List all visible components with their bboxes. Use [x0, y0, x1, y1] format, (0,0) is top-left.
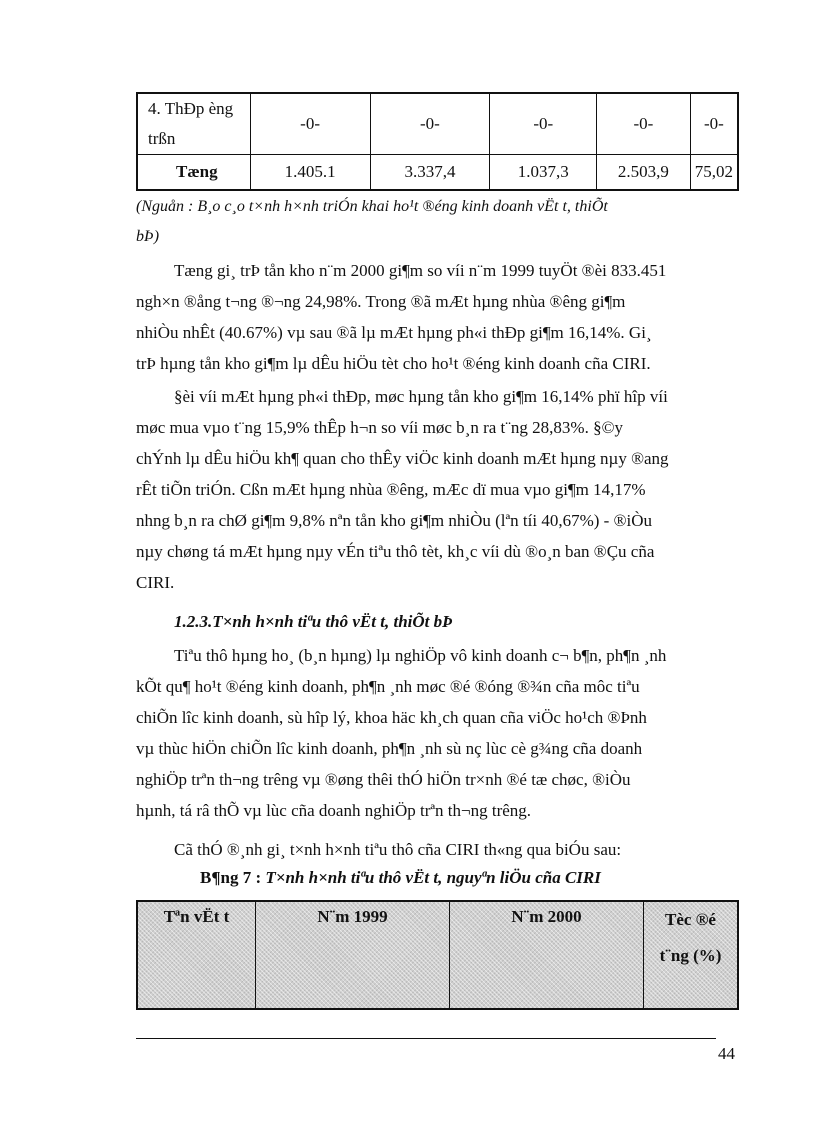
table-cell: -0-: [490, 93, 597, 155]
section-heading: 1.2.3.T×nh h×nh tiªu thô vËt t, thiÕt bÞ: [174, 612, 453, 631]
paragraph-2: §èi víi mÆt hµng ph«i thÐp, møc hµng tån kho gi¶m 16,14% phï hîp víi møc mua vµo t¨ng 15,9% thÊp h¬n so víi møc b¸n ra t¨ng 28,83%. §©y chÝnh lµ dÊu hiÖu kh¶ quan cho thÊy viÖc kinh doanh mÆt hµng nµy ®ang rÊt tiÕn triÓn. Cßn mÆt hµng nhùa ®êng, mÆc dï mua vµo gi¶m 14,17% nhng b¸n ra chØ gi¶m 9,8% nªn tån kho gi¶m nhiÒu (lªn tíi 40,67%) - ®iÒu nµy chøng tá mÆt hµng nµy vÉn tiªu thô tèt, kh¸c víi dù ®o¸n ban ®Çu cña CIRI.: [136, 387, 669, 592]
paragraph-3: Tiªu thô hµng ho¸ (b¸n hµng) lµ nghiÖp vô kinh doanh c¬ b¶n, ph¶n ¸nh kÕt qu¶ ho¹t ®éng kinh doanh, ph¶n ¸nh møc ®é ®óng ®¾n cña môc tiªu chiÕn lîc kinh doanh, sù hîp lý, khoa häc kh¸ch quan cña viÖc ho¹ch ®Þnh vµ thùc hiÖn chiÕn lîc kinh doanh, ph¶n ¸nh sù nç lùc cè g¾ng cña doanh nghiÖp trªn th¬ng trêng vµ ®øng thêi thÓ hiÖn tr×nh ®é tæ chøc, ®iÒu hµnh, tá râ thÕ vµ lùc cña doanh nghiÖp trªn th¬ng trêng.: [136, 646, 667, 820]
header-cell: N¨m 1999: [256, 902, 450, 1008]
table-cell: 75,02: [690, 155, 738, 191]
table-row: [137, 93, 738, 155]
table-cell: 3.337,4: [370, 155, 490, 191]
table-cell: -0-: [250, 93, 370, 155]
table-cell: -0-: [370, 93, 490, 155]
continued-table: [136, 92, 739, 191]
table-cell: 2.503,9: [597, 155, 691, 191]
row-label: Tæng: [137, 155, 250, 191]
consumption-table-header: [136, 900, 739, 1010]
table-cell: 1.037,3: [490, 155, 597, 191]
table-cell: -0-: [690, 93, 738, 155]
paragraph-4: Cã thÓ ®¸nh gi¸ t×nh h×nh tiªu thô cña CIRI th«ng qua biÓu sau:: [174, 840, 622, 859]
footer-rule: [136, 1038, 716, 1039]
table-row: [137, 155, 738, 191]
header-cell: Tªn vËt t: [138, 902, 256, 1008]
table-caption: B¶ng 7 : T×nh h×nh tiªu thô vËt t, nguyªn liÖu cña CIRI: [200, 868, 601, 887]
table-cell: 1.405.1: [250, 155, 370, 191]
row-label: 4. ThÐp èng trßn: [137, 93, 250, 155]
header-cell: Tèc ®é t¨ng (%): [644, 902, 737, 1008]
table-cell: -0-: [597, 93, 691, 155]
paragraph-1: Tæng gi¸ trÞ tån kho n¨m 2000 gi¶m so víi n¨m 1999 tuyÖt ®èi 833.451 ngh×n ®ång t¬ng ®¬ng 24,98%. Trong ®ã mÆt hµng nhùa ®êng gi¶m nhiÒu nhÊt (40.67%) vµ sau ®ã lµ mÆt hµng ph«i thÐp gi¶m 16,14%. Gi¸ trÞ hµng tån kho gi¶m lµ dÊu hiÖu tèt cho ho¹t ®éng kinh doanh cña CIRI.: [136, 261, 667, 373]
source-note: (Nguån : B¸o c¸o t×nh h×nh triÓn khai ho¹t ®éng kinh doanh vËt t, thiÕt bÞ): [136, 198, 608, 245]
header-cell: N¨m 2000: [450, 902, 644, 1008]
page-number: 44: [718, 1044, 735, 1063]
